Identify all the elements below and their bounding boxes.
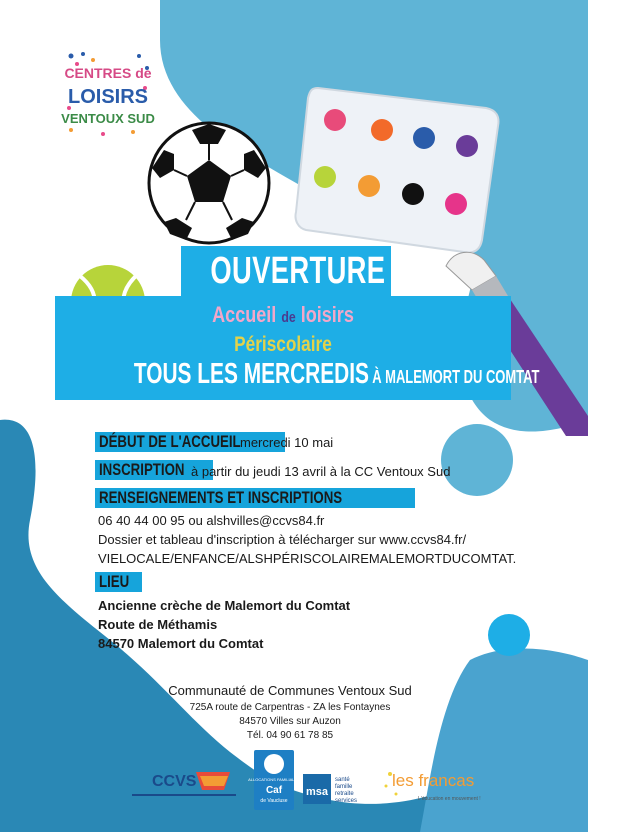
inscription-value: à partir du jeudi 13 avril à la CC Ventoux Sud [191, 464, 451, 479]
subtitle-periscolaire: Périscolaire [234, 333, 332, 356]
subtitle-location: À MALEMORT DU COMTAT [372, 367, 540, 387]
page-title: OUVERTURE [210, 250, 386, 292]
subtitle-loisirs: loisirs [300, 302, 354, 327]
lieu-line-1: Ancienne crèche de Malemort du Comtat [98, 598, 351, 613]
lieu-label: LIEU [95, 572, 142, 592]
caf-bottom: de Vaucluse [260, 798, 288, 804]
svg-text:VENTOUX SUD: VENTOUX SUD [61, 111, 155, 126]
subtitle-line-1 [96, 302, 470, 328]
svg-text:santé: santé [335, 777, 350, 783]
url-line[interactable]: VIELOCALE/ENFANCE/ALSHPÉRISCOLAIREMALEMORTDUCOMTAT. [98, 551, 517, 566]
soccer-ball-icon [146, 120, 272, 246]
lieu-line-3: 84570 Malemort du Comtat [98, 636, 264, 651]
footer-address-1: 725A route de Carpentras - ZA les Fontaynes [189, 702, 391, 713]
footer-address-2: 84570 Villes sur Auzon [239, 716, 341, 727]
msa-text: msa [305, 786, 329, 798]
svg-text:CENTRES de: CENTRES de [64, 65, 152, 81]
footer-org: Communauté de Communes Ventoux Sud [168, 683, 412, 698]
subtitle-banner [55, 296, 540, 400]
subtitle-line-3 [55, 358, 540, 391]
ccvs-logo [132, 762, 236, 802]
centres-de-loisirs-logo [63, 48, 153, 138]
footer-phone: Tél. 04 90 61 78 85 [246, 730, 334, 741]
msa-logo [303, 772, 367, 808]
svg-text:retraite: retraite [335, 791, 354, 797]
subtitle-de: de [281, 309, 296, 326]
francas-text: les francas [392, 771, 475, 790]
inscription-label: INSCRIPTION [95, 460, 213, 480]
renseignements-label: RENSEIGNEMENTS ET INSCRIPTIONS [95, 488, 415, 508]
caf-top: ALLOCATIONS FAMILIALES [248, 777, 300, 782]
debut-value: mercredi 10 mai [240, 435, 334, 450]
title-banner [181, 246, 391, 296]
subtitle-mercredis: TOUS LES MERCREDIS [133, 358, 369, 390]
svg-text:famille: famille [335, 784, 353, 790]
circle-right-small [488, 614, 530, 656]
svg-text:services: services [335, 798, 358, 804]
caf-text: Caf [265, 785, 283, 796]
lieu-line-2: Route de Méthamis [98, 617, 218, 632]
download-line: Dossier et tableau d'inscription à télécharger sur www.ccvs84.fr/ [98, 532, 467, 547]
francas-tagline: L'éducation en mouvement ! [418, 796, 481, 802]
caf-logo [248, 750, 300, 810]
contact-line: 06 40 44 00 95 ou alshvilles@ccvs84.fr [98, 513, 325, 528]
svg-text:LOISIRS: LOISIRS [67, 86, 149, 108]
ccvs-text: CCVS [152, 773, 197, 790]
debut-label: DÉBUT DE L'ACCUEIL [95, 432, 285, 452]
francas-logo [378, 762, 498, 812]
subtitle-accueil: Accueil [212, 302, 277, 327]
